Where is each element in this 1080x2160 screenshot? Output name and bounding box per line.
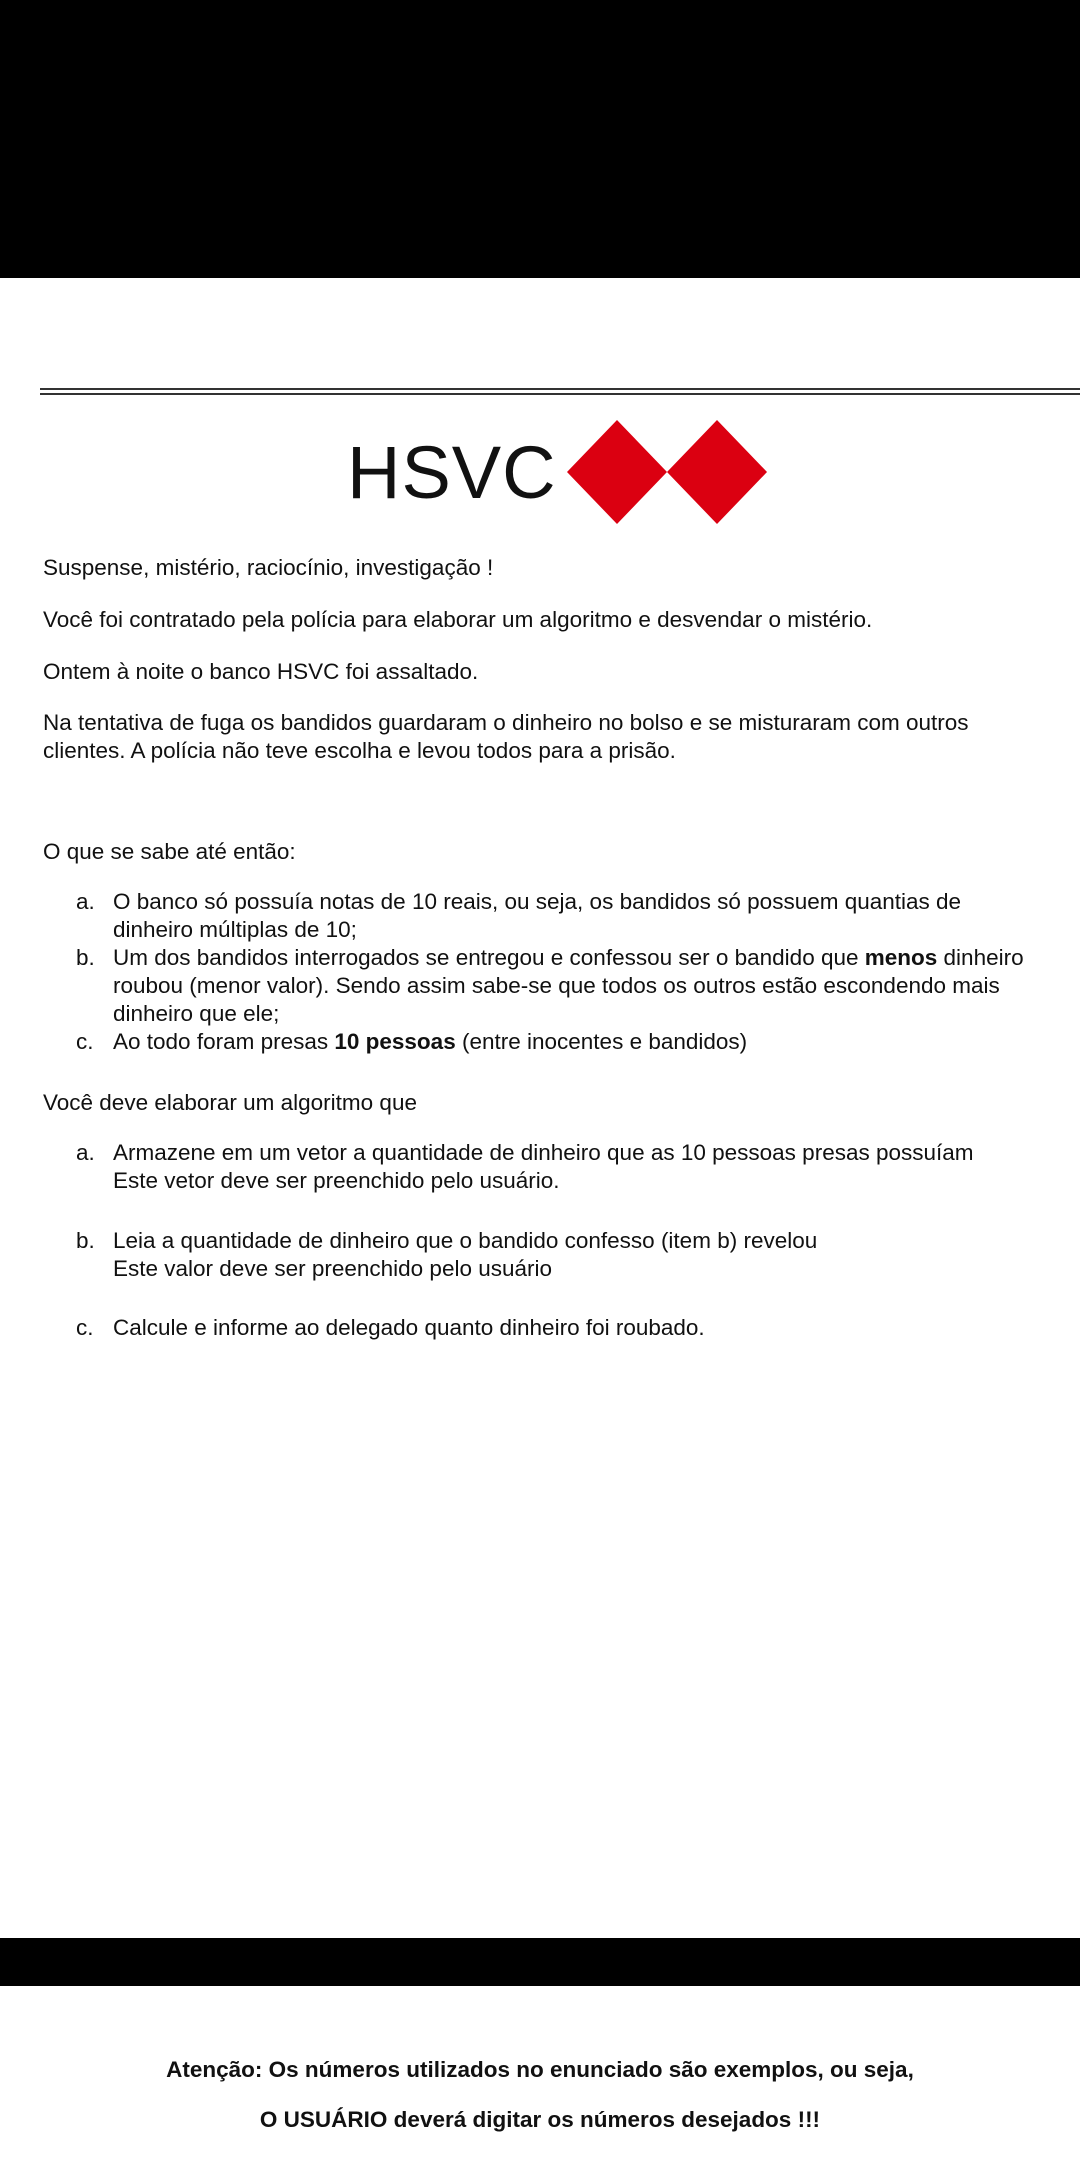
intro-line-4a: Na tentativa de fuga os bandidos guardaram o dinheiro no bolso e se misturaram com outros [43,710,969,735]
bottom-black-bar [0,1938,1080,1986]
intro-line-4b: clientes. A polícia não teve escolha e levou todos para a prisão. [43,738,676,763]
list-marker: a. [76,1140,95,1165]
list-marker: b. [76,945,95,970]
double-rule-divider [40,388,1080,395]
text-span: Ao todo foram presas [113,1029,335,1054]
task-item-b [43,1227,1073,1283]
task-list [43,1139,1073,1342]
bold-text: 10 pessoas [334,1029,456,1054]
intro-line-1: Suspense, mistério, raciocínio, investigação ! [43,555,494,580]
known-item-a [43,888,1073,944]
bold-text: menos [864,945,938,970]
task-item-a [43,1139,1073,1195]
attention-line-2: O USUÁRIO deverá digitar os números desejados !!! [259,2107,821,2132]
list-item-line [113,944,1073,972]
top-black-bar [0,0,1080,278]
list-item-line: dinheiro que ele; [113,1001,280,1026]
list-marker: c. [76,1315,94,1340]
known-item-b [43,944,1073,1028]
list-item-line: Este vetor deve ser preenchido pelo usuário. [113,1168,560,1193]
task-heading: Você deve elaborar um algoritmo que [43,1090,417,1115]
list-item-line: Calcule e informe ao delegado quanto dinheiro foi roubado. [113,1315,705,1340]
list-item-line: Este valor deve ser preenchido pelo usuário [113,1256,553,1281]
list-item-line: Leia a quantidade de dinheiro que o bandido confesso (item b) revelou [113,1228,818,1253]
bank-logo [347,420,767,530]
known-list [43,888,1073,1056]
known-item-c [43,1028,1073,1056]
task-item-c [43,1314,1073,1342]
logo-text: HSVC [347,431,557,514]
list-marker: a. [76,889,95,914]
known-heading: O que se sabe até então: [43,839,296,864]
text-span: Um dos bandidos interrogados se entregou e confessou ser o bandido que [113,945,865,970]
list-item-line: Armazene em um vetor a quantidade de dinheiro que as 10 pessoas presas possuíam [113,1140,974,1165]
text-span: (entre inocentes e bandidos) [455,1029,748,1054]
text-span: dinheiro [937,945,1024,970]
list-item-line: dinheiro múltiplas de 10; [113,917,357,942]
list-item-line: O banco só possuía notas de 10 reais, ou seja, os bandidos só possuem quantias de [113,889,962,914]
intro-line-2: Você foi contratado pela polícia para elaborar um algoritmo e desvendar o mistério. [43,607,873,632]
hexagon-logo-icon [567,420,767,524]
attention-line-1: Atenção: Os números utilizados no enunciado são exemplos, ou seja, [166,2057,914,2082]
list-item-line: roubou (menor valor). Sendo assim sabe-se que todos os outros estão escondendo mais [113,973,1000,998]
list-item-line [113,1028,1073,1056]
list-marker: b. [76,1228,95,1253]
intro-line-3: Ontem à noite o banco HSVC foi assaltado. [43,659,479,684]
list-marker: c. [76,1029,94,1054]
